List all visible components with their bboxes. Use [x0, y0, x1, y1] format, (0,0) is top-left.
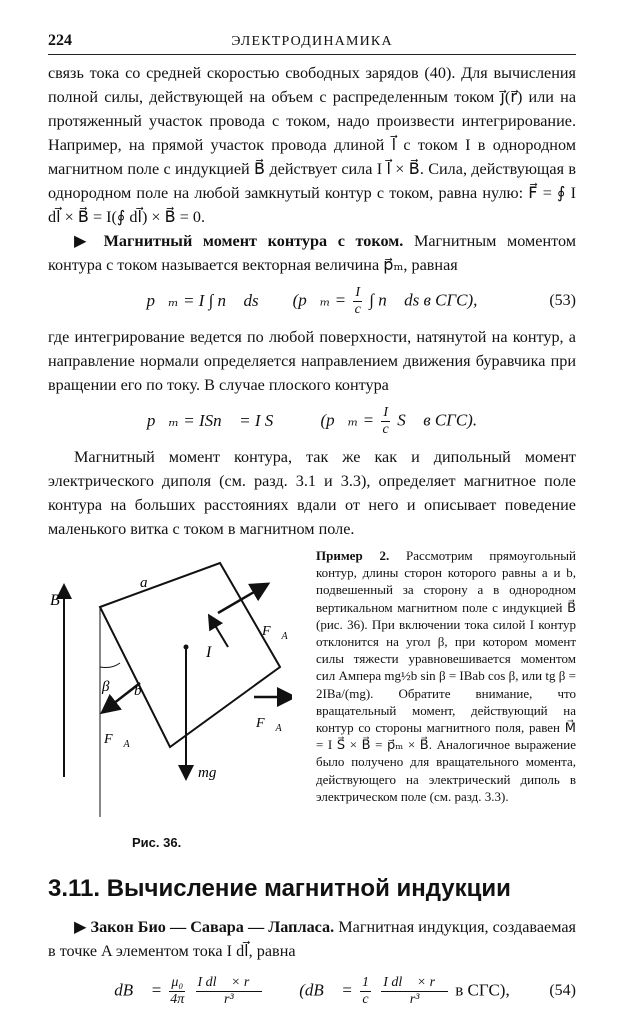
running-header — [48, 32, 576, 55]
eq54-f4-num: I dl⃗ × r⃗ — [383, 974, 446, 990]
eq54-right-post: в СГС), — [455, 979, 510, 999]
beta-label: β — [102, 679, 110, 695]
paragraph-2-lead: ▶ Магнитный момент контура с током. — [74, 232, 404, 250]
paragraph-5-lead: ▶ Закон Био — Савара — Лапласа. — [74, 918, 335, 936]
paragraph-4: Магнитный момент контура, так же как и дипольный момент электрического диполя (см. разд. 3.1 и 3.3), определяет магнитное поле контура на больших расстояниях вдали от него и описывает поведение маленького витка с током в магнитном поле. — [48, 448, 576, 538]
contour-rectangle — [100, 563, 280, 747]
side-a-label: a — [140, 575, 148, 591]
fa-right-label: $F⃗_A$ — [256, 716, 282, 734]
eq53-right-close: ∫ n⃗ ds в СГС), — [369, 289, 478, 309]
equation-54 — [48, 963, 576, 1019]
b-label: B — [50, 592, 60, 609]
page — [48, 32, 576, 1019]
eqflat-frac-num: I — [383, 404, 388, 420]
eq53-right — [293, 285, 478, 318]
eq54-left — [114, 975, 265, 1008]
fa-left-label: $F⃗_A$ — [104, 732, 130, 750]
eqflat-right-close: S⃗ в СГС). — [397, 409, 478, 429]
paragraph-5-text: Магнитная индукция, создаваемая в точке A элементом тока I dl⃗, равна — [48, 918, 576, 960]
example-2 — [316, 547, 576, 805]
eq54-left-pre: dB⃗ = — [114, 979, 163, 999]
eq53-frac-num: I — [355, 284, 361, 300]
side-b-label: b — [134, 683, 142, 699]
eq54-right-pre: (dB⃗ = — [299, 979, 353, 999]
eq54-right — [299, 975, 509, 1008]
paragraph-1: связь тока со средней скоростью свободных зарядов (40). Для вычисления полной силы, действующей на объем с распределенным током j⃗(r⃗) или на протяженный участок провода с током, надо произвести интегрирование. Например, на прямой участок провода длиной l⃗ с током I в однородном магнитном поле с индукцией B⃗ действует сила I l⃗ × B⃗. Сила, действующая в однородном поле на любой замкнутый контур с током, равна нулю: F⃗ = ∮ I dl⃗ × B⃗ = I(∮ dl⃗) × B⃗ = 0. — [48, 64, 576, 226]
paragraph-2-text: Магнитным моментом контура с током называется векторная величина p⃗ₘ, равная — [48, 232, 576, 274]
eq53-right-open: (p⃗ₘ = — [292, 289, 347, 309]
eq54-frac-3 — [360, 975, 371, 1008]
eq53-frac-den: c — [354, 301, 361, 317]
paragraph-5 — [48, 915, 576, 963]
paragraph-2 — [48, 229, 576, 277]
eq53-fraction — [353, 285, 362, 318]
running-title: ЭЛЕКТРОДИНАМИКА — [231, 34, 393, 49]
eq54-f2-den: r³ — [224, 991, 234, 1007]
page-number: 224 — [48, 32, 72, 49]
eq54-frac-4 — [381, 975, 448, 1008]
eqflat-right-open: (p⃗ₘ = — [320, 409, 375, 429]
eq54-frac-2 — [196, 975, 263, 1008]
equation-number-53: (53) — [549, 292, 576, 309]
eq54-f3-den: c — [362, 991, 369, 1007]
section-title: 3.11. Вычисление магнитной индукции — [48, 875, 511, 902]
equation-53 — [48, 277, 576, 325]
eqflat-left: p⃗ₘ = ISn⃗ = I S⃗ — [146, 411, 287, 430]
example-label: Пример 2. — [316, 548, 390, 563]
current-label: I — [206, 644, 212, 661]
paragraph-3: где интегрирование ведется по любой поверхности, натянутой на контур, а направление нормали определяется направлением движения буравчика при вращении его по току. В случае плоского контура — [48, 328, 576, 394]
fa-top-label: $F⃗_A$ — [262, 624, 288, 642]
eq54-f1-num: μ₀ — [171, 974, 184, 990]
mg-label: mg⃗ — [198, 765, 228, 781]
eq54-f2-num: I dl⃗ × r⃗ — [197, 974, 261, 990]
eq54-frac-1 — [169, 975, 185, 1008]
eqflat-right — [321, 405, 478, 438]
example-block — [48, 547, 576, 865]
figure-caption: Рис. 36. — [132, 835, 182, 850]
equation-number-54: (54) — [549, 982, 576, 999]
figure-36 — [48, 547, 292, 837]
equation-flat-contour — [48, 397, 576, 445]
eq53-left: p⃗ₘ = I ∫ n⃗ ds — [146, 291, 259, 310]
eq54-f4-den: r³ — [409, 991, 420, 1007]
eq54-f3-num: 1 — [362, 974, 369, 990]
eqflat-frac-den: c — [382, 421, 389, 437]
eqflat-fraction — [381, 405, 390, 438]
force-top-arrow — [218, 585, 266, 613]
angle-beta-arc — [100, 663, 120, 668]
current-arrow — [210, 617, 228, 647]
example-text: Рассмотрим прямоугольный контур, длины сторон которого равны a и b, подвешенный за сторону a в однородном вертикальном магнитном поле с индукцией B⃗ (рис. 36). При включении тока силой I контур отклонится на угол β, при котором момент силы тяжести уравновешивается моментом сил Ампера mg½b sin β = IBab cos β, или tg β = 2IBa/(mg). Обратите внимание, что вращательный момент, действующий на контур со стороны магнитного поля, равен M⃗ = I S⃗ × B⃗ = p⃗ₘ × B⃗. Аналогичное выражение было получено для вращательного момента, действующего на электрический диполь в электрическом поле (см. разд. 3.3). — [316, 548, 576, 804]
eq54-f1-den: 4π — [170, 991, 185, 1007]
